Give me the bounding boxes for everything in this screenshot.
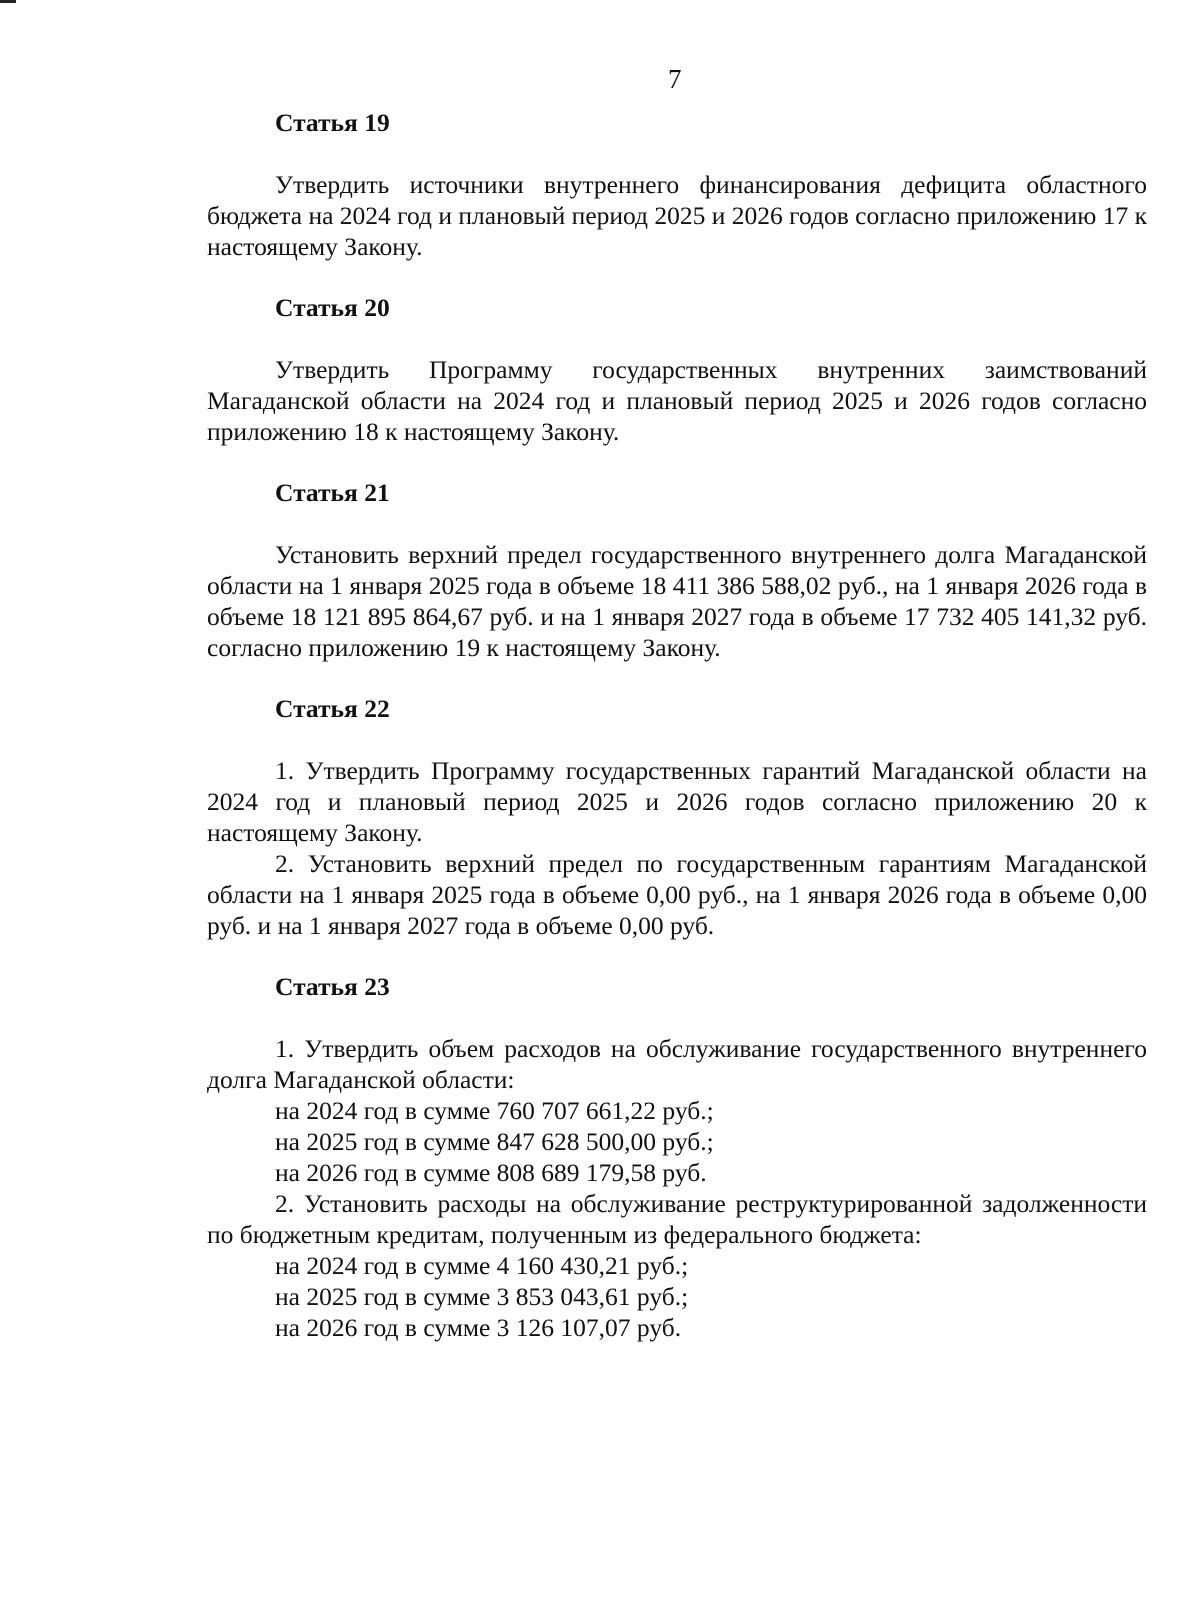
document-body [207,107,1147,1373]
scan-edge-mark [0,0,16,3]
page-number: 7 [668,64,682,94]
amount-item: на 2025 год в сумме 3 853 043,61 руб.; [275,1282,689,1311]
amount-item: на 2026 год в сумме 3 126 107,07 руб. [275,1313,682,1342]
article-19 [207,107,1147,262]
amount-item: на 2026 год в сумме 808 689 179,58 руб. [275,1158,707,1187]
article-paragraph: Установить верхний предел государственного внутреннего долга Магаданской области на 1 января 2025 года в объеме 18 411 386 588,02 руб., на 1 января 2026 года в объеме 18 121 895 864,67 руб. и на 1 января 2027 года в объеме 17 732 405 141,32 руб. согласно приложению 19 к настоящему Закону. [207,540,1147,662]
article-paragraph: 2. Установить расходы на обслуживание реструктурированной задолженности по бюджетным кредитам, полученным из федерального бюджета: [207,1189,1147,1249]
article-22 [207,693,1147,941]
article-21 [207,477,1147,663]
article-20 [207,292,1147,447]
article-heading: Статья 20 [275,293,390,322]
amount-item: на 2024 год в сумме 4 160 430,21 руб.; [275,1251,689,1280]
amount-item: на 2025 год в сумме 847 628 500,00 руб.; [275,1127,714,1156]
article-paragraph: Утвердить Программу государственных внутренних заимствований Магаданской области на 2024 год и плановый период 2025 и 2026 годов согласно приложению 18 к настоящему Закону. [207,355,1147,446]
article-heading: Статья 19 [275,108,390,137]
article-23 [207,971,1147,1343]
article-paragraph: Утвердить источники внутреннего финансирования дефицита областного бюджета на 2024 год и плановый период 2025 и 2026 годов согласно приложению 17 к настоящему Закону. [207,170,1147,261]
article-paragraph: 1. Утвердить Программу государственных гарантий Магаданской области на 2024 год и плановый период 2025 и 2026 годов согласно приложению 20 к настоящему Закону. [207,756,1147,847]
article-paragraph: 1. Утвердить объем расходов на обслуживание государственного внутреннего долга Магаданской области: [207,1034,1147,1094]
article-heading: Статья 21 [275,478,390,507]
article-paragraph: 2. Установить верхний предел по государственным гарантиям Магаданской области на 1 января 2025 года в объеме 0,00 руб., на 1 января 2026 года в объеме 0,00 руб. и на 1 января 2027 года в объеме 0,00 руб. [207,849,1147,940]
article-heading: Статья 23 [275,972,390,1001]
amount-item: на 2024 год в сумме 760 707 661,22 руб.; [275,1096,714,1125]
article-heading: Статья 22 [275,694,390,723]
